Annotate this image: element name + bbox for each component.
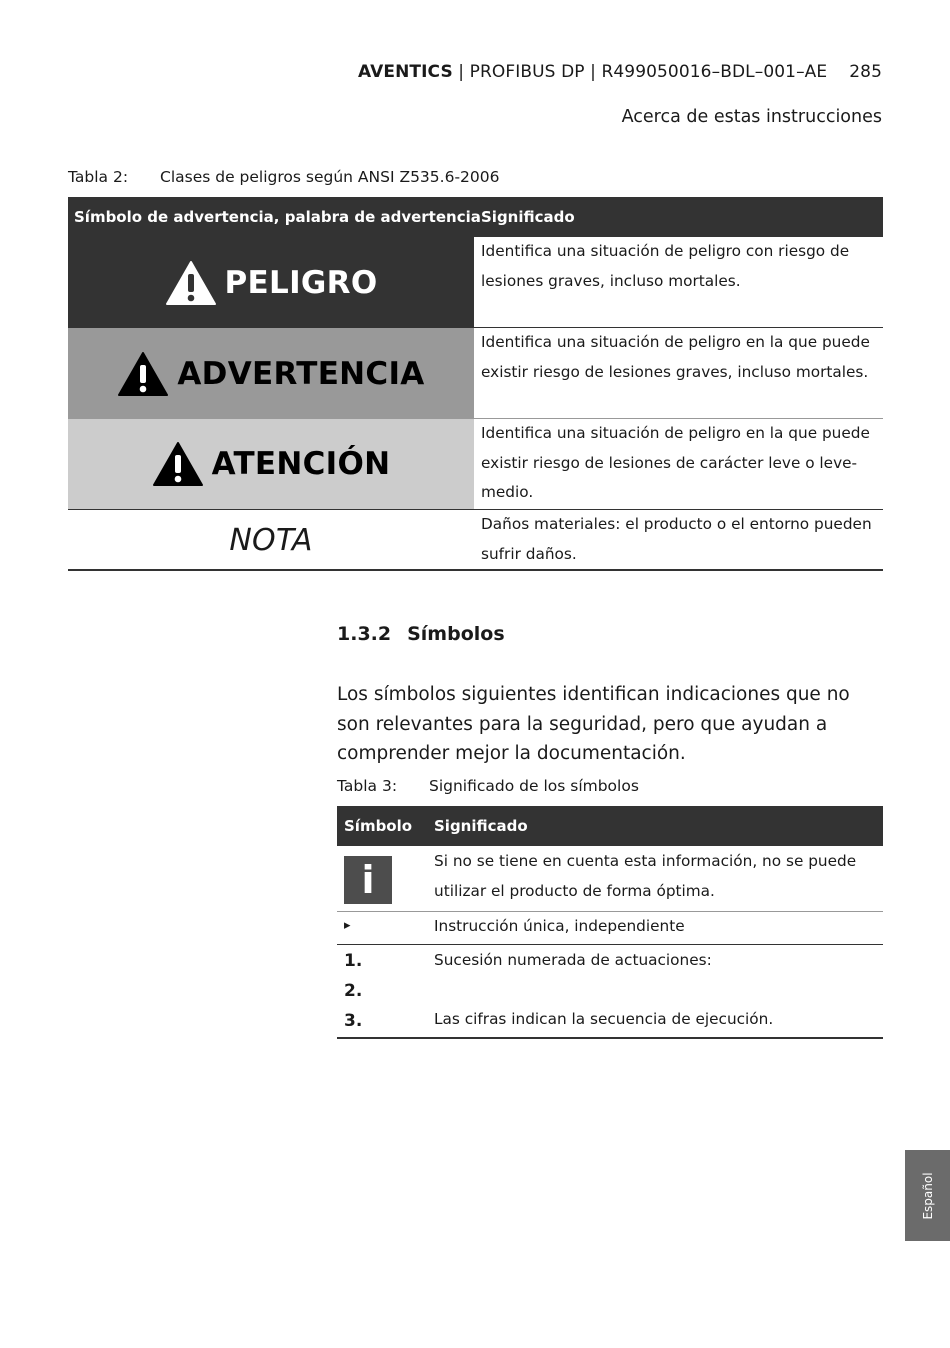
warning-triangle-icon xyxy=(165,260,217,306)
info-icon: i xyxy=(344,856,392,904)
step-number: 2. xyxy=(344,981,363,1001)
signal-word-caution: ATENCIÓN xyxy=(68,419,474,509)
table3-header xyxy=(337,806,883,846)
warning-triangle-icon xyxy=(117,351,169,397)
language-tab: Español xyxy=(905,1150,950,1241)
table3-caption-text: Significado de los símbolos xyxy=(429,777,639,795)
table2-caption-text: Clases de peligros según ANSI Z535.6-2006 xyxy=(160,168,500,186)
step-number: 3. xyxy=(344,1011,363,1031)
meaning-steps-2: Las cifras indican la secuencia de ejecución. xyxy=(434,1010,774,1028)
table2-header xyxy=(68,197,883,237)
table3-col-symbol: Símbolo xyxy=(344,817,413,835)
meaning-arrow: Instrucción única, independiente xyxy=(434,917,685,935)
signal-cell-caution xyxy=(68,419,474,509)
warning-triangle-icon xyxy=(152,441,204,487)
table2-bottom-rule xyxy=(68,569,883,571)
table3-col-meaning: Significado xyxy=(434,817,528,835)
numbered-steps xyxy=(344,946,362,1036)
chapter-title: Acerca de estas instrucciones xyxy=(621,107,882,127)
signal-word-danger: PELIGRO xyxy=(68,237,474,328)
signal-cell-danger xyxy=(68,237,474,328)
section-title: Símbolos xyxy=(407,623,505,645)
meaning-info: Si no se tiene en cuenta esta información, no se puede utilizar el producto de forma óptima. xyxy=(434,852,857,900)
document-id: | PROFIBUS DP | R499050016–BDL–001–AE xyxy=(452,62,828,82)
running-header xyxy=(358,62,882,82)
signal-cell-notice xyxy=(68,510,474,570)
table2-col-symbol: Símbolo de advertencia, palabra de advertencia xyxy=(74,208,481,226)
brand-name: AVENTICS xyxy=(358,62,453,82)
signal-word-notice: NOTA xyxy=(229,522,313,558)
signal-cell-warning xyxy=(68,328,474,419)
signal-word-warning: ADVERTENCIA xyxy=(68,328,474,419)
bullet-arrow-icon: ▸ xyxy=(344,918,351,933)
step-number: 1. xyxy=(344,951,363,971)
table3-caption-number: Tabla 3: xyxy=(337,777,398,795)
section-number: 1.3.2 xyxy=(337,623,392,645)
table2-caption-number: Tabla 2: xyxy=(68,168,129,186)
section-paragraph: Los símbolos siguientes identifican indicaciones que no son relevantes para la seguridad, pero que ayudan a comprender mejor la documentación. xyxy=(337,684,850,764)
meaning-warning: Identifica una situación de peligro en la que puede existir riesgo de lesiones graves, incluso mortales. xyxy=(481,333,870,381)
table2-caption xyxy=(68,168,499,186)
page-number: 285 xyxy=(849,62,882,82)
meaning-steps-1: Sucesión numerada de actuaciones: xyxy=(434,951,712,969)
table3-caption xyxy=(337,777,639,795)
table2-col-meaning: Significado xyxy=(481,208,575,226)
meaning-caution: Identifica una situación de peligro en la que puede existir riesgo de lesiones de carácter leve o leve-medio. xyxy=(481,424,870,501)
meaning-notice: Daños materiales: el producto o el entorno pueden sufrir daños. xyxy=(481,515,872,563)
row-divider xyxy=(337,944,883,945)
section-heading xyxy=(337,623,505,645)
meaning-danger: Identifica una situación de peligro con riesgo de lesiones graves, incluso mortales. xyxy=(481,242,850,290)
table3-bottom-rule xyxy=(337,1037,883,1039)
